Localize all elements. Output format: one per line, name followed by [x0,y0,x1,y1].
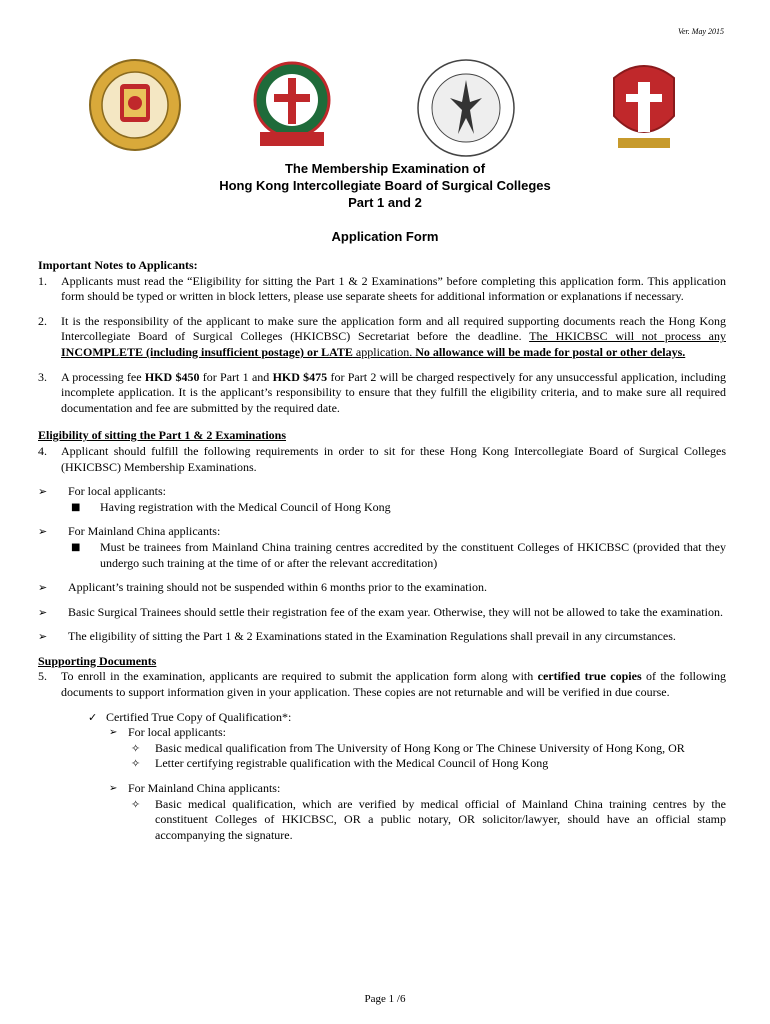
check-icon: ✓ [88,710,98,724]
note-text: A processing fee [61,369,145,384]
eligibility-mainland [38,524,726,540]
list-item-text: Basic Surgical Trainees should settle their registration fee of the exam year. Otherwise, they will not be allowed to take the examination. [68,604,723,619]
arrow-bullet-icon: ➢ [109,783,118,795]
note-text: It is the responsibility of the applicant to make sure the application form and all required supporting documents reach the Hong Kong Intercollegiate Board of Surgical Colleges (HKICBSC) Secretariat before the deadline. [61,313,726,344]
note-number: 2. [38,313,47,328]
supporting-local-b [38,756,726,772]
eligibility-local [38,484,726,500]
supporting-local [38,725,726,741]
version-label: Ver. May 2015 [678,27,724,36]
note-number: 1. [38,273,47,288]
college-crest-logo-2 [252,58,332,152]
diamond-star-icon: ✧ [131,797,141,811]
note-number: 5. [38,669,47,684]
note-number: 3. [38,369,47,384]
list-item-text: For Mainland China applicants: [128,781,281,796]
note-item-3 [38,370,726,417]
college-crest-logo-4 [604,58,684,152]
note-text: Applicants must read the “Eligibility for sitting the Part 1 & 2 Examinations” before completing this application form. This application form should be typed or written in block letters, please use separate sheets for additional information or explanations if necessary. [61,273,726,304]
square-bullet-icon: ■ [71,501,81,513]
note-text-underlined: The HKICBSC will not process any [529,329,726,344]
list-item-text: Certified True Copy of Qualification*: [106,709,292,724]
note-text-bold-underlined: No allowance will be made for postal or other delays. [415,344,686,359]
college-crest-logo-1 [88,58,182,152]
note-text-bold-underlined: INCOMPLETE (including insufficient postage) or LATE [61,344,353,359]
note-item-4 [38,444,726,475]
fee-part-2: HKD $475 [272,369,328,384]
note-text-underlined: application. [352,344,416,359]
diamond-star-icon: ✧ [131,757,141,771]
note-item-5 [38,669,726,700]
college-crest-logo-3 [416,58,516,158]
list-item-text: Basic medical qualification, which are verified by medical official of Mainland China training centres by the constituent Colleges of HKICBSC, OR a public notary, OR solicitor/lawyer, should have an official stamp accompanying the signature. [155,796,726,842]
eligibility-mainland-sub [38,540,726,571]
list-item-text: For Mainland China applicants: [68,524,221,539]
certified-true-copies-text: certified true copies [537,669,642,684]
note-text: Applicant should fulfill the following requirements in order to sit for these Hong Kong Intercollegiate Board of Surgical Colleges (HKICBSC) Membership Examinations. [61,443,726,474]
list-item-text: For local applicants: [128,725,226,740]
supporting-documents-heading: Supporting Documents [38,653,157,668]
list-item-text: Basic medical qualification from The University of Hong Kong or The Chinese University of Hong Kong, OR [155,740,685,755]
title-line-1: The Membership Examination of [284,161,486,176]
page-number: Page 1 /6 [364,993,406,1005]
note-text: for Part 1 and [199,369,273,384]
arrow-bullet-icon: ➢ [38,605,48,619]
list-item-text: Applicant’s training should not be suspended within 6 months prior to the examination. [68,580,487,595]
square-bullet-icon: ■ [71,541,81,553]
title-block [0,160,770,211]
arrow-bullet-icon: ➢ [38,525,48,539]
eligibility-local-sub [38,500,726,516]
eligibility-training [38,580,726,596]
form-title: Application Form [331,229,439,244]
document-body [38,258,726,843]
eligibility-heading: Eligibility of sitting the Part 1 & 2 Examinations [38,428,287,443]
note-item-2 [38,314,726,361]
title-line-2: Hong Kong Intercollegiate Board of Surgical Colleges [219,178,551,193]
note-item-1 [38,274,726,305]
supporting-local-a [38,741,726,757]
note-text: of the following documents to support information given in your application. These copies are not returnable and will be verified in due course. [61,669,726,700]
note-text: for Part 2 will be charged respectively for any unsuccessful application, including incomplete application. It is the applicant’s responsibility to ensure that they fulfill the eligibility criteria, and to make sure all required documentation and fee are submitted by the required date. [61,369,726,415]
arrow-bullet-icon: ➢ [109,727,118,739]
list-item-text: Having registration with the Medical Council of Hong Kong [100,499,391,514]
important-notes-heading: Important Notes to Applicants: [38,258,198,272]
arrow-bullet-icon: ➢ [38,485,48,499]
list-item-text: Letter certifying registrable qualification with the Medical Council of Hong Kong [155,756,549,771]
diamond-star-icon: ✧ [131,741,141,755]
list-item-text: Must be trainees from Mainland China training centres accredited by the constituent Colleges of HKICBSC (provided that they undergo such training at the time of or after the relevant accreditation) [100,539,726,570]
arrow-bullet-icon: ➢ [38,630,48,644]
fee-part-1: HKD $450 [144,369,200,384]
list-item-text: For local applicants: [68,484,166,499]
supporting-mainland-a [38,797,726,844]
supporting-mainland [38,781,726,797]
eligibility-regulations [38,629,726,645]
eligibility-bst [38,605,726,621]
note-number: 4. [38,443,47,458]
arrow-bullet-icon: ➢ [38,581,48,595]
note-text: To enroll in the examination, applicants are required to submit the application form along with [61,669,538,684]
list-item-text: The eligibility of sitting the Part 1 & 2 Examinations stated in the Examination Regulations shall prevail in any circumstances. [68,629,676,644]
certified-qualification [38,710,726,726]
title-line-3: Part 1 and 2 [348,195,422,210]
